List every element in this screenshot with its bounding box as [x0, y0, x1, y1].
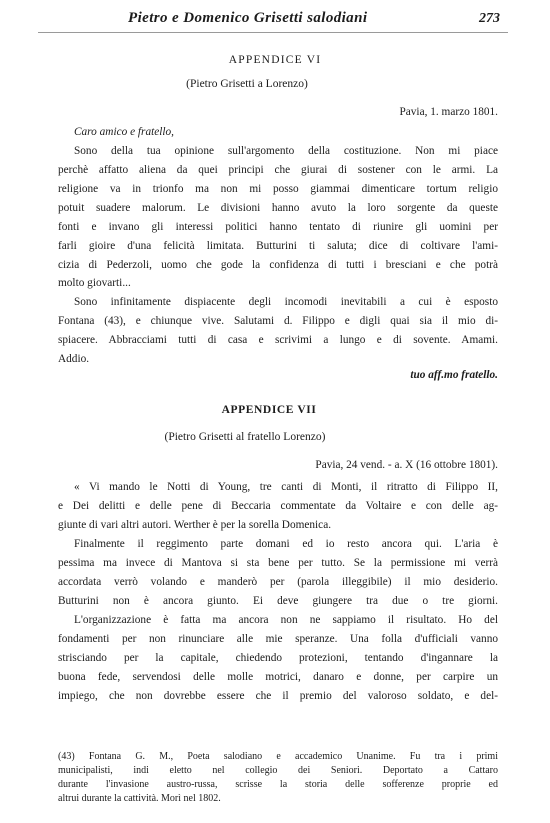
appendix-7-line: strisciando per la capitale, chiedendo protezioni, tentando d'ingannare la	[58, 652, 498, 664]
appendix-6-subheading: (Pietro Grisetti a Lorenzo)	[186, 78, 308, 90]
appendix-7-heading: APPENDICE VII	[221, 404, 317, 416]
appendix-6-line: religione va in trionfo ma non mi posso giammai dimenticare tortum religio	[58, 183, 498, 195]
appendix-7-line: giunte di vari altri autori. Werther è per la sorella Domenica.	[58, 519, 332, 531]
appendix-6-line: cizia di Pederzoli, uomo che gode la confidenza di tutti i bresciani e che potrà	[58, 259, 498, 271]
footnote-line: municipalisti, indi eletto nel collegio dei Seniori. Deportato a Cattaro	[58, 765, 498, 776]
appendix-6-salutation: Caro amico e fratello,	[74, 126, 174, 138]
appendix-6-line: fonti e invano gli interessi politici hanno tentato di riunire gli uomini per	[58, 221, 498, 233]
appendix-6-closing: tuo aff.mo fratello.	[410, 369, 498, 381]
appendix-7-line: Finalmente il reggimento parte domani ed io resto ancora qui. L'aria è	[74, 538, 498, 550]
footnote-line: durante l'invasione austro-russa, scrisse la storia delle sofferenze proprie ed	[58, 779, 498, 790]
appendix-7-line: L'organizzazione è fatta ma ancora non ne sappiamo il risultato. Ho del	[74, 614, 498, 626]
appendix-6-line: farli gioire d'una felicità limitata. Butturini ti saluta; dice di coltivare l'ami-	[58, 240, 498, 252]
appendix-7-line: Butturini non è ancora giunto. Ei deve giungere tra due o tre giorni.	[58, 595, 498, 607]
appendix-7-line: fondamenti per non rinunciare alle mie speranze. Una folla d'ufficiali vanno	[58, 633, 498, 645]
appendix-6-line: Fontana (43), e chiunque vive. Salutami d. Filippo e digli quai sia il mio di-	[58, 315, 498, 327]
running-head	[0, 10, 550, 34]
appendix-7-line: accordata verrò volando e manderò per (parola illeggibile) il mio desiderio.	[58, 576, 498, 588]
appendix-7-line: buona fede, servendosi delle molle motrici, danaro e donne, per carpire un	[58, 671, 498, 683]
appendix-6-line: perchè affatto aliena da quei principi che giurai di sostener con le armi. La	[58, 164, 498, 176]
appendix-6-dateline: Pavia, 1. marzo 1801.	[399, 106, 498, 118]
appendix-7-line: impiego, che non dovrebbe essere che il premio del valoroso soldato, e del-	[58, 690, 498, 702]
appendix-7-line: e Dei delitti e delle pene di Beccaria commentate da Voltaire e con delle ag-	[58, 500, 498, 512]
appendix-6-line: Sono infinitamente dispiacente degli incomodi inevitabili a cui è esposto	[74, 296, 498, 308]
running-title: Pietro e Domenico Grisetti salodiani	[128, 10, 368, 26]
footnote-line: altrui durante la cattività. Morì nel 1802.	[58, 793, 221, 804]
appendix-6-heading: APPENDICE VI	[228, 54, 322, 66]
appendix-6-line: Addio.	[58, 353, 90, 365]
appendix-7-line: « Vi mando le Notti di Young, tre canti di Monti, il ritratto di Filippo II,	[74, 481, 498, 493]
appendix-6-line: molto giovarti...	[58, 277, 131, 289]
appendix-6-line: potuit suadere malorum. Le divisioni hanno avuto la loro sorgente da queste	[58, 202, 498, 214]
page-number: 273	[479, 11, 500, 26]
appendix-7-dateline: Pavia, 24 vend. - a. X (16 ottobre 1801).	[315, 459, 498, 471]
footnote-line: (43) Fontana G. M., Poeta salodiano e accademico Unanime. Fu tra i primi	[58, 751, 498, 762]
appendix-7-subheading: (Pietro Grisetti al fratello Lorenzo)	[164, 431, 326, 443]
header-rule	[38, 32, 508, 33]
appendix-6-line: spiacere. Abbracciami tutti di casa e scrivimi a lungo e di sovente. Amami.	[58, 334, 498, 346]
appendix-6-line: Sono della tua opinione sull'argomento della costituzione. Non mi piace	[74, 145, 498, 157]
appendix-7-line: pessima ma invece di Mantova si sta bene per tutto. Se la permissione mi verrà	[58, 557, 498, 569]
